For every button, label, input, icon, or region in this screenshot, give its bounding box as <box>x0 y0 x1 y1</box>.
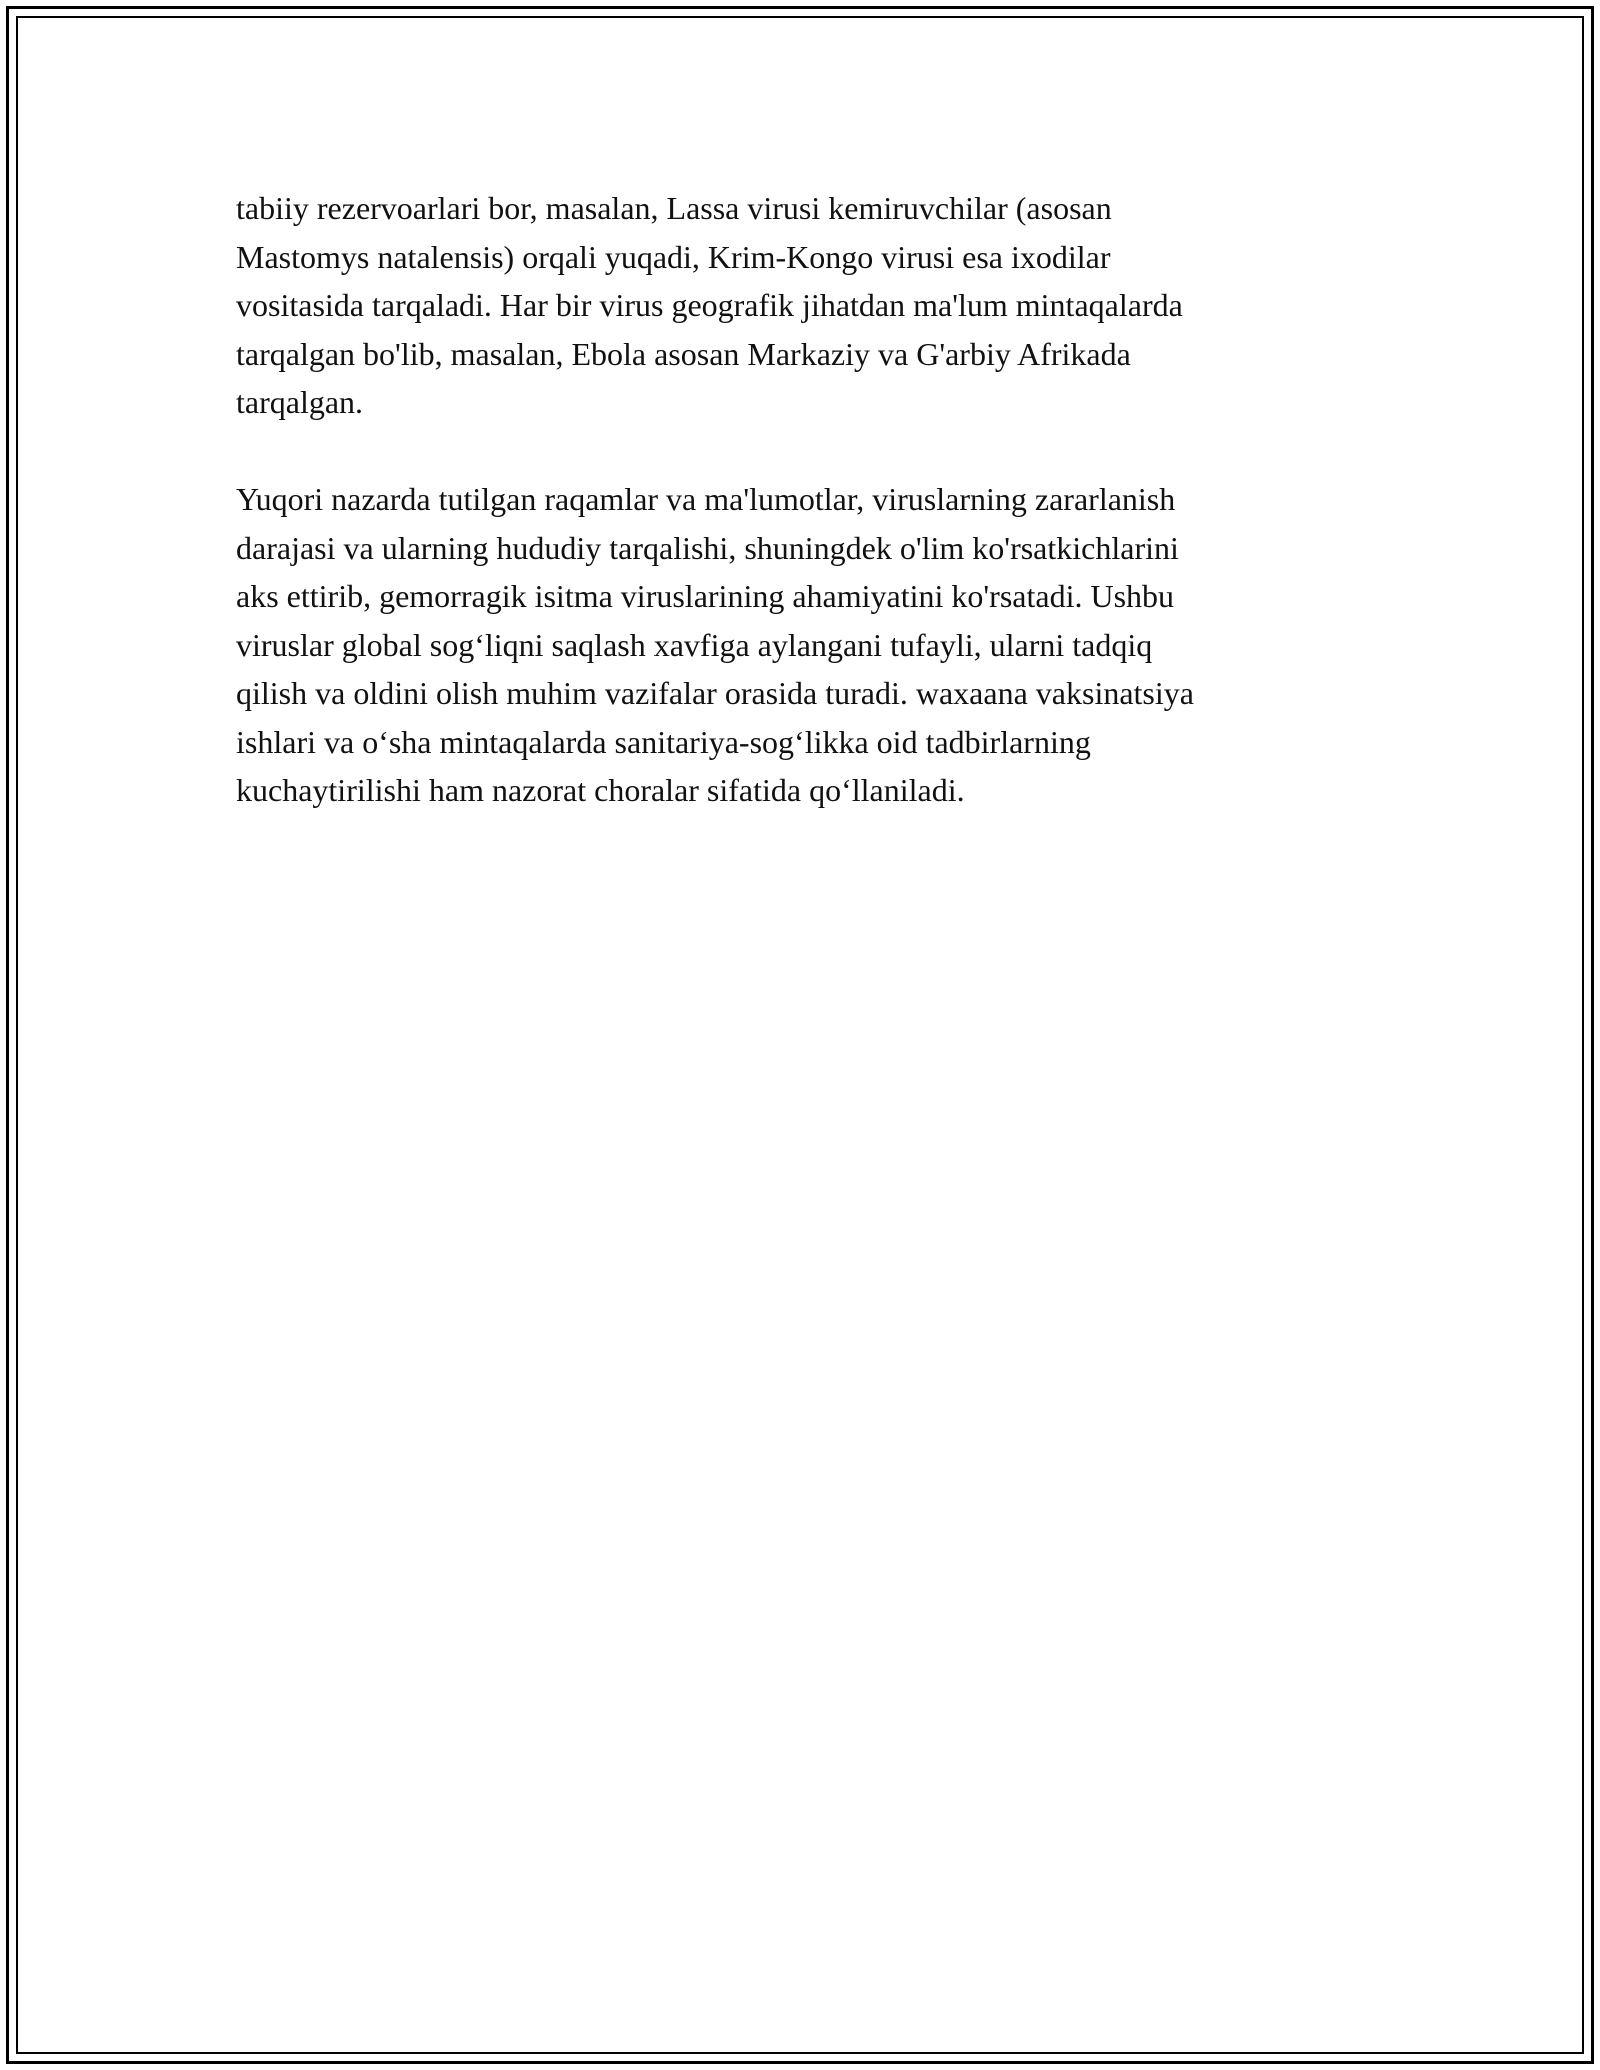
text-line: viruslar global sog‘liqni saqlash xavfiga aylangani tufayli, ularni tadqiq <box>236 626 1153 663</box>
text-line: tabiiy rezervoarlari bor, masalan, Lassa virusi kemiruvchilar (asosan <box>236 190 1112 226</box>
paragraph-1 <box>236 184 1376 427</box>
text-line: qilish va oldini olish muhim vazifalar orasida turadi. waxaana vaksinatsiya <box>236 675 1194 711</box>
text-line: tarqalgan. <box>236 384 364 420</box>
text-line: Yuqori nazarda tutilgan raqamlar va ma'lumotlar, viruslarning zararlanish <box>236 481 1176 517</box>
text-line: darajasi va ularning hududiy tarqalishi, shuningdek o'lim ko'rsatkichlarini <box>236 529 1179 566</box>
text-line: aks ettirib, gemorragik isitma viruslarining ahamiyatini ko'rsatadi. Ushbu <box>236 578 1175 614</box>
text-line: vositasida tarqaladi. Har bir virus geografik jihatdan ma'lum mintaqalarda <box>236 287 1183 323</box>
paragraph-2 <box>236 475 1376 815</box>
text-line: tarqalgan bo'lib, masalan, Ebola asosan Markaziy va G'arbiy Afrikada <box>236 335 1131 372</box>
text-line: ishlari va o‘sha mintaqalarda sanitariya-sog‘likka oid tadbirlarning <box>236 723 1091 760</box>
text-line: kuchaytirilishi ham nazorat choralar sifatida qo‘llaniladi. <box>236 772 965 808</box>
document-body <box>236 184 1376 815</box>
text-line: Mastomys natalensis) orqali yuqadi, Krim-Kongo virusi esa ixodilar <box>236 238 1111 275</box>
